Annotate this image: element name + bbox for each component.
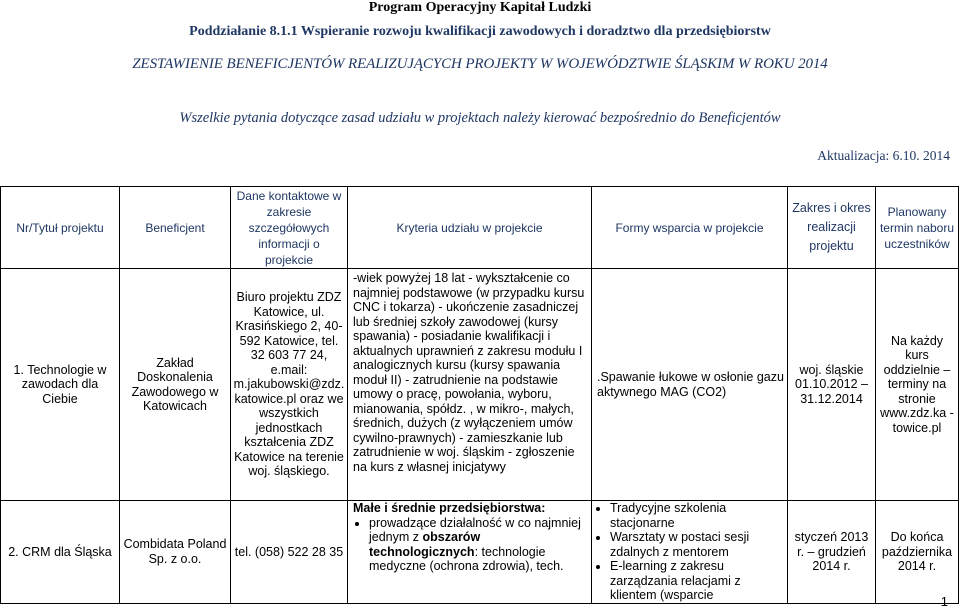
header-project: Nr/Tytuł projektu (1, 187, 120, 269)
header-scope: Zakres i okres realizacji projektu (788, 187, 876, 269)
notice-text: Wszelkie pytania dotyczące zasad udziału w projektach należy kierować bezpośrednio do Beneficjentów (179, 110, 781, 126)
row1-project: 1. Technologie w zawodach dla Ciebie (1, 269, 120, 501)
table-row (1, 501, 959, 604)
criteria-intro: Małe i średnie przedsiębiorstwa: (353, 501, 546, 515)
page-number: 1 (940, 594, 948, 609)
header-criteria: Kryteria udziału w projekcie (348, 187, 592, 269)
row2-criteria (348, 501, 592, 604)
support-list (594, 501, 785, 603)
list-item: • prowadzące działalność w co najmniej jednym z obszarów technologicznych: technologie medyczne (ochrona zdrowia), tech. (369, 516, 589, 574)
beneficiaries-table (0, 186, 959, 604)
header-support: Formy wsparcia w projekcie (592, 187, 788, 269)
row2-beneficiary: Combidata Poland Sp. z o.o. (120, 501, 231, 604)
row1-criteria: -wiek powyżej 18 lat - wykształcenie co najmniej podstawowe (w przypadku kursu CNC i tokarza) - ukończenie zasadniczej lub średniej szkoły zawodowej (kursy spawania) - posiadanie kwalifikacji i aktualnych uprawnień z zakresu modułu I analogicznych kursu (kursy spawania moduł II) - zatrudnienie na podstawie umowy o pracę, powołania, wyboru, mianowania, spółdz. , w mikro-, małych, średnich, dużych (z wyłączeniem umów cywilno-prawnych) - zamieszkanie lub zatrudnienie w woj. śląskim - zgłoszenie na kurs z własnej inicjatywy (348, 269, 592, 501)
row1-contact: Biuro projektu ZDZ Katowice, ul. Krasińskiego 2, 40-592 Katowice, tel. 32 603 77 24, e.mail: m.jakubowski@zdz. katowice.pl oraz we wszystkich jednostkach kształcenia ZDZ Katowice na terenie woj. śląskiego. (231, 269, 348, 501)
list-item: • Tradycyjne szkolenia stacjonarne (610, 501, 785, 530)
row2-support (592, 501, 788, 604)
row2-project: 2. CRM dla Śląska (1, 501, 120, 604)
header-contact: Dane kontaktowe w zakresie szczegółowych informacji o projekcie (231, 187, 348, 269)
row1-support: .Spawanie łukowe w osłonie gazu aktywnego MAG (CO2) (592, 269, 788, 501)
row1-beneficiary: Zakład Doskonalenia Zawodowego w Katowicach (120, 269, 231, 501)
document-title: ZESTAWIENIE BENEFICJENTÓW REALIZUJĄCYCH PROJEKTY W WOJEWÓDZTWIE ŚLĄSKIM W ROKU 2014 (132, 56, 828, 72)
list-item: • E-learning z zakresu zarządzania relacjami z klientem (wsparcie (610, 559, 785, 603)
table-header-row (1, 187, 959, 269)
table-row (1, 269, 959, 501)
criteria-list (353, 516, 589, 574)
measure-title: Poddziałanie 8.1.1 Wspieranie rozwoju kwalifikacji zawodowych i doradztwo dla przedsiębiorstw (189, 24, 771, 39)
row1-scope: woj. śląskie 01.10.2012 – 31.12.2014 (788, 269, 876, 501)
row2-recruitment: Do końca października 2014 r. (876, 501, 959, 604)
header-beneficiary: Beneficjent (120, 187, 231, 269)
row1-recruitment: Na każdy kurs oddzielnie – terminy na stronie www.zdz.ka -towice.pl (876, 269, 959, 501)
list-item: • Warsztaty w postaci sesji zdalnych z mentorem (610, 530, 785, 559)
update-date: Aktualizacja: 6.10. 2014 (817, 148, 950, 163)
header-recruitment: Planowany termin naboru uczestników (876, 187, 959, 269)
program-title: Program Operacyjny Kapitał Ludzki (368, 0, 592, 15)
row2-scope: styczeń 2013 r. – grudzień 2014 r. (788, 501, 876, 604)
row2-contact: tel. (058) 522 28 35 (231, 501, 348, 604)
